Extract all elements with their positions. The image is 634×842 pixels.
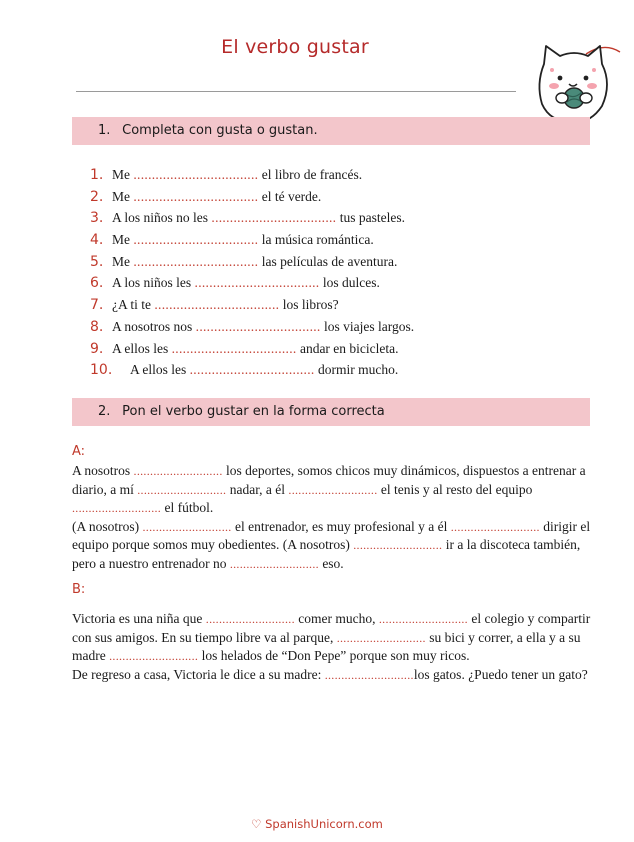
paragraph-text: A nosotros: [72, 463, 134, 478]
item-text-before: A ellos les: [130, 362, 190, 378]
item-text-before: Me: [112, 167, 134, 182]
item-text-before: ¿A ti te: [112, 297, 155, 313]
paragraph-text: el colegio y compartir con sus amigos. En su tiempo libre va al parque,: [72, 611, 591, 645]
item-number: 3.: [90, 210, 104, 227]
paragraph-text: ir a la discoteca también, pero a nuestro entrenador no: [72, 537, 581, 571]
section1-header: [72, 117, 590, 145]
item-number: 4.: [90, 232, 104, 249]
paragraph-text: De regreso a casa, Victoria le dice a su madre:: [72, 666, 325, 682]
item-number: 5.: [90, 253, 104, 270]
title-divider: [76, 91, 516, 92]
part-b-paragraph: [72, 610, 592, 684]
answer-blank[interactable]: ..................................: [133, 253, 259, 269]
answer-blank[interactable]: ...........................: [142, 519, 232, 534]
item-text-after: el té verde.: [258, 188, 322, 204]
item-number: 1.: [90, 167, 104, 183]
answer-blank[interactable]: ..................................: [171, 340, 297, 356]
paragraph-text: el tenis y al resto del equipo: [377, 481, 533, 497]
part-a-label: A:: [72, 444, 86, 459]
paragraph-text: los gatos. ¿Puedo tener un gato?: [413, 666, 588, 682]
item-text-before: A los niños les: [112, 275, 195, 291]
part-a-paragraph: [72, 462, 592, 574]
section1-heading: Completa con gusta o gustan.: [122, 123, 318, 138]
answer-blank[interactable]: ...........................: [288, 482, 378, 497]
section1-number: 1.: [98, 123, 111, 138]
part-b-label: B:: [72, 582, 86, 597]
answer-blank[interactable]: ...........................: [353, 538, 443, 553]
paragraph-text: Victoria es una niña que: [72, 611, 206, 626]
item-number: 2.: [90, 188, 104, 205]
item-text-before: A los niños no les: [112, 210, 212, 226]
answer-blank[interactable]: ...........................: [324, 667, 414, 682]
item-text-after: los viajes largos.: [320, 318, 415, 334]
item-text-after: la música romántica.: [258, 232, 374, 248]
item-number: 8.: [90, 318, 104, 335]
answer-blank[interactable]: ...........................: [72, 501, 162, 516]
item-text-after: las películas de aventura.: [258, 253, 398, 269]
page-title: El verbo gustar: [221, 36, 369, 58]
item-text-before: Me: [112, 188, 134, 204]
answer-blank[interactable]: ...........................: [336, 630, 426, 645]
answer-blank[interactable]: ..................................: [194, 275, 320, 291]
item-text-after: andar en bicicleta.: [296, 340, 399, 356]
item-text-after: dormir mucho.: [314, 362, 399, 378]
answer-blank[interactable]: ...........................: [133, 464, 223, 478]
item-number: 6.: [90, 275, 104, 292]
paragraph-text: nadar, a él: [226, 481, 289, 497]
item-number: 7.: [90, 297, 104, 314]
answer-blank[interactable]: ...........................: [450, 519, 540, 534]
answer-blank[interactable]: ..................................: [211, 210, 337, 226]
answer-blank[interactable]: ..................................: [133, 167, 259, 182]
exercise-item: [90, 359, 590, 381]
answer-blank[interactable]: ..................................: [195, 318, 321, 334]
paragraph-text: los helados de “Don Pepe” porque son muy ricos.: [198, 648, 470, 664]
exercise-item: [90, 229, 590, 251]
exercise-item: [90, 316, 590, 338]
exercise1-list: [90, 164, 590, 381]
exercise-item: [90, 272, 590, 294]
paragraph-text: comer mucho,: [294, 611, 379, 626]
item-text-after: los dulces.: [319, 275, 380, 291]
footer-credit: ♡ SpanishUnicorn.com: [251, 817, 383, 831]
item-text-before: A nosotros nos: [112, 318, 196, 334]
item-number: 10.: [90, 362, 113, 379]
paragraph-text: (A nosotros): [72, 518, 143, 534]
paragraph-text: dirigir el equipo porque somos muy obedientes. (A nosotros): [72, 518, 591, 553]
section2-heading: Pon el verbo gustar en la forma correcta: [122, 404, 385, 419]
paragraph-text: su bici y correr, a ella y a su madre: [72, 629, 581, 664]
answer-blank[interactable]: ..................................: [133, 188, 259, 204]
exercise-item: [90, 338, 590, 360]
paragraph-text: eso.: [318, 555, 344, 571]
paragraph-text: los deportes, somos chicos muy dinámicos, dispuestos a entrenar a diario, a mí: [72, 463, 586, 497]
exercise-item: [90, 186, 590, 208]
paragraph-text: el entrenador, es muy profesional y a él: [231, 518, 451, 534]
exercise-item: [90, 164, 590, 186]
answer-blank[interactable]: ...........................: [109, 649, 199, 664]
exercise-item: [90, 207, 590, 229]
answer-blank[interactable]: ..................................: [133, 232, 259, 248]
item-text-after: el libro de francés.: [258, 167, 363, 182]
item-number: 9.: [90, 340, 104, 357]
answer-blank[interactable]: ...........................: [378, 612, 468, 626]
item-text-after: los libros?: [279, 297, 339, 313]
exercise-item: [90, 251, 590, 273]
paragraph-text: el fútbol.: [161, 500, 214, 516]
answer-blank[interactable]: ...........................: [137, 482, 227, 497]
answer-blank[interactable]: ...........................: [229, 556, 319, 571]
item-text-before: Me: [112, 232, 134, 248]
answer-blank[interactable]: ..................................: [154, 297, 280, 313]
section2-header: [72, 398, 590, 426]
answer-blank[interactable]: ..................................: [189, 362, 315, 378]
answer-blank[interactable]: ...........................: [205, 612, 295, 626]
item-text-before: Me: [112, 253, 134, 269]
exercise-item: [90, 294, 590, 316]
item-text-after: tus pasteles.: [336, 210, 405, 226]
section2-number: 2.: [98, 404, 111, 419]
item-text-before: A ellos les: [112, 340, 172, 356]
